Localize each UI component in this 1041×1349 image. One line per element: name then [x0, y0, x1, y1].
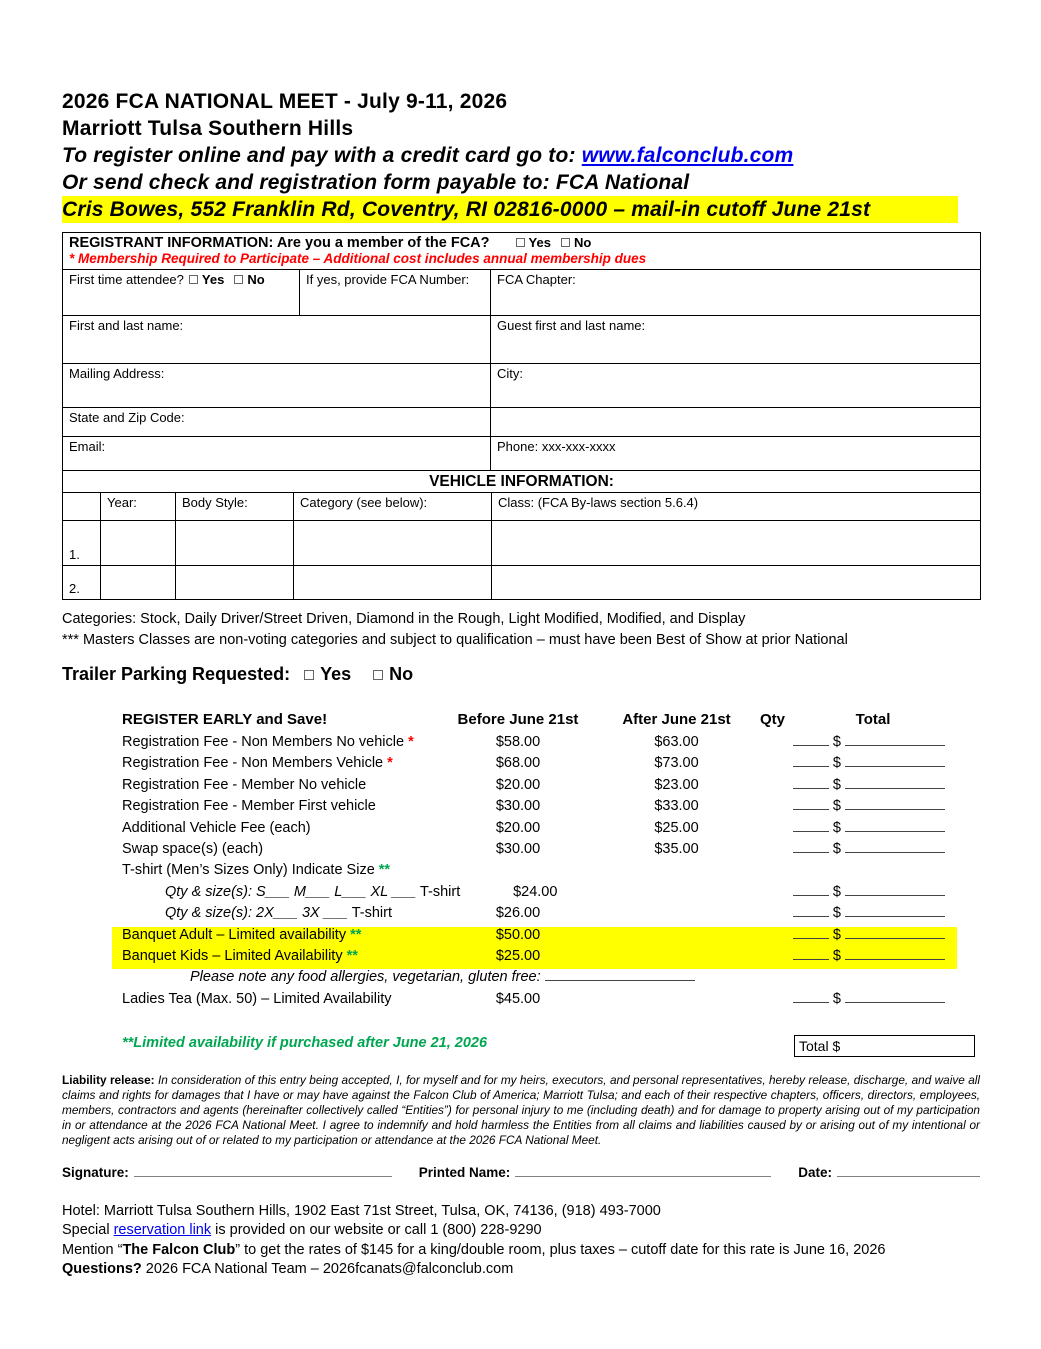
dollar-sign: $	[832, 840, 841, 857]
limited-availability-note: **Limited availability if purchased after June 21, 2026	[122, 1035, 488, 1052]
fee-row	[112, 798, 957, 819]
vehicle-info-table	[62, 492, 981, 600]
date-label: Date:	[798, 1164, 832, 1180]
fee-qty-total	[760, 734, 957, 750]
fee-asterisk: **	[378, 862, 391, 879]
col-total: Total	[855, 711, 891, 728]
categories-notes	[62, 609, 980, 651]
fee-row	[112, 862, 957, 883]
col-after-june: After June 21st	[622, 711, 731, 728]
printed-name-fill-line[interactable]	[515, 1166, 771, 1177]
fee-price-after: $73.00	[654, 755, 699, 772]
fee-label-cell	[112, 991, 443, 1007]
fee-label-cell	[112, 755, 443, 771]
fee-label-cell	[112, 734, 443, 750]
member-no-checkbox[interactable]	[561, 238, 570, 247]
field-fca-chapter[interactable]: FCA Chapter:	[491, 270, 981, 316]
fee-qty-total	[610, 884, 957, 900]
vehicle-row1-class[interactable]	[492, 521, 981, 566]
vehicle-col-body-style: Body Style:	[176, 493, 294, 521]
registrant-info-table	[62, 232, 981, 493]
fee-label-cell	[112, 798, 443, 814]
field-fca-number[interactable]: If yes, provide FCA Number:	[300, 270, 491, 316]
qty-fill-line[interactable]	[793, 841, 829, 853]
fee-asterisk: *	[408, 734, 414, 750]
dollar-sign: $	[832, 926, 841, 943]
reservation-prefix: Special	[62, 1222, 114, 1239]
qty-fill-line[interactable]	[793, 777, 829, 789]
fee-qty-total	[760, 777, 957, 793]
member-yes-label: Yes	[528, 235, 551, 250]
mention-prefix: Mention “	[62, 1241, 123, 1258]
field-first-last-name[interactable]: First and last name:	[63, 316, 491, 364]
fee-row	[112, 969, 957, 990]
trailer-yes-label: Yes	[320, 664, 352, 684]
total-fill-line[interactable]	[845, 777, 945, 789]
field-state-zip[interactable]: State and Zip Code:	[63, 408, 491, 437]
fee-label: Qty & size(s): 2X___ 3X ___	[165, 905, 348, 922]
fee-price-after: $33.00	[654, 798, 699, 815]
total-fill-line[interactable]	[845, 755, 945, 767]
vehicle-row2-body-style[interactable]	[176, 566, 294, 600]
fee-asterisk: **	[350, 926, 362, 943]
fee-label-cell	[112, 820, 443, 836]
total-fill-line[interactable]	[845, 734, 945, 746]
fee-price-before: $50.00	[495, 926, 541, 943]
field-first-time-attendee[interactable]	[63, 270, 300, 316]
printed-name-label: Printed Name:	[418, 1164, 511, 1180]
trailer-parking-label: Trailer Parking Requested:	[62, 664, 291, 684]
dollar-sign: $	[832, 883, 841, 900]
fee-row	[112, 841, 957, 862]
fees-header: REGISTER EARLY and Save!	[122, 711, 328, 728]
trailer-no-checkbox[interactable]	[373, 670, 383, 680]
fee-row	[112, 991, 957, 1012]
fee-price-after: $23.00	[654, 776, 699, 793]
fee-label: Banquet Adult – Limited availability	[122, 926, 347, 943]
mention-suffix: ” to get the rates of $145 for a king/double room, plus taxes – cutoff date for this rate is June 16, 2026	[235, 1241, 886, 1258]
membership-required-note: * Membership Required to Participate – Additional cost includes annual membership dues	[69, 251, 647, 266]
fee-label-cell	[112, 884, 460, 900]
field-mailing-address[interactable]: Mailing Address:	[63, 364, 491, 408]
fee-price-before: $26.00	[495, 905, 541, 922]
page-title: 2026 FCA NATIONAL MEET - July 9-11, 2026	[62, 90, 508, 113]
qty-fill-line[interactable]	[793, 820, 829, 832]
fee-qty-total	[760, 820, 957, 836]
dollar-sign: $	[832, 755, 841, 772]
fee-label-suffix: T-shirt	[416, 883, 461, 900]
dollar-sign: $	[832, 947, 841, 964]
fee-asterisk: **	[346, 947, 358, 964]
fee-label-cell	[112, 777, 443, 793]
fee-label-cell	[112, 862, 443, 878]
vehicle-row1-category[interactable]	[294, 521, 492, 566]
fee-price-before: $30.00	[495, 840, 541, 857]
trailer-parking-line	[62, 664, 980, 685]
fee-label-cell	[112, 948, 443, 964]
total-fill-line[interactable]	[845, 927, 945, 939]
fee-label: Banquet Kids – Limited Availability	[122, 947, 343, 964]
fee-label: Swap space(s) (each)	[122, 840, 264, 857]
vehicle-col-year: Year:	[101, 493, 176, 521]
fee-row	[112, 948, 957, 969]
categories-note: Categories: Stock, Daily Driver/Street Driven, Diamond in the Rough, Light Modified, Modified, and Display	[62, 611, 746, 627]
vehicle-row-1	[63, 521, 981, 566]
grand-total-box[interactable]: Total $	[794, 1035, 975, 1057]
fee-label: Registration Fee - Non Members No vehicle	[122, 734, 405, 750]
send-check-line: Or send check and registration form payable to: FCA National	[62, 171, 690, 194]
fee-label-suffix: T-shirt	[347, 905, 392, 922]
trailer-yes-checkbox[interactable]	[304, 670, 314, 680]
total-fill-line[interactable]	[845, 991, 945, 1003]
field-guest-name[interactable]: Guest first and last name:	[491, 316, 981, 364]
col-before-june: Before June 21st	[457, 711, 579, 728]
dollar-sign: $	[832, 819, 841, 836]
questions-contact: 2026 FCA National Team – 2026fcanats@falconclub.com	[141, 1261, 514, 1278]
liability-release	[62, 1073, 980, 1148]
vehicle-row1-number: 1.	[63, 521, 101, 566]
fee-label-cell	[112, 841, 443, 857]
qty-fill-line[interactable]	[793, 884, 829, 896]
fee-label: Qty & size(s): S___ M___ L___ XL ___	[165, 883, 417, 900]
field-email[interactable]: Email:	[63, 437, 491, 471]
first-time-label: First time attendee?	[69, 272, 184, 287]
total-fill-line[interactable]	[845, 884, 945, 896]
field-state-zip-blank[interactable]	[491, 408, 981, 437]
date-group	[798, 1165, 980, 1180]
signature-fill-line[interactable]	[134, 1166, 392, 1177]
field-city[interactable]: City:	[491, 364, 981, 408]
vehicle-row-2	[63, 566, 981, 600]
fee-price-before: $68.00	[495, 755, 541, 772]
hotel-line: Hotel: Marriott Tulsa Southern Hills, 1902 East 71st Street, Tulsa, OK, 74136, (918) 493-7000	[62, 1202, 661, 1219]
total-fill-line[interactable]	[845, 905, 945, 917]
fee-label: Registration Fee - Non Members Vehicle	[122, 755, 384, 772]
dollar-sign: $	[832, 905, 841, 922]
fee-row	[112, 820, 957, 841]
fee-row	[112, 734, 957, 755]
qty-fill-line[interactable]	[793, 905, 829, 917]
register-online-text: To register online and pay with a credit card go to:	[62, 144, 582, 167]
qty-fill-line[interactable]	[793, 798, 829, 810]
venue-title: Marriott Tulsa Southern Hills	[62, 117, 354, 140]
fee-label-cell	[112, 969, 695, 985]
fee-row	[112, 777, 957, 798]
trailer-no-label: No	[389, 664, 414, 684]
dollar-sign: $	[832, 798, 841, 815]
fee-price-before: $20.00	[495, 776, 541, 793]
fee-qty-total	[593, 905, 957, 921]
fee-asterisk: *	[387, 755, 393, 772]
reservation-link[interactable]: reservation link	[113, 1222, 212, 1239]
vehicle-row1-body-style[interactable]	[176, 521, 294, 566]
first-time-no-label: No	[247, 272, 265, 287]
fee-price-before: $24.00	[513, 883, 558, 900]
fee-qty-total	[593, 948, 957, 964]
reservation-suffix: is provided on our website or call 1 (800) 228-9290	[211, 1222, 542, 1239]
col-qty: Qty	[760, 711, 786, 728]
registrant-header-text: REGISTRANT INFORMATION: Are you a member of the FCA?	[69, 235, 490, 251]
fee-row	[112, 927, 957, 948]
liability-text: In consideration of this entry being accepted, I, for myself and for my heirs, executors, and personal representatives, hereby release, discharge, and waive all claims and rights for damages that I have or may have against the Falcon Club of America; Marriott Tulsa; and each of their respective chapters, officers, directors, employees, members, contractors and agents (hereinafter collectively called “Entities”) for personal injury to me (including death) and for damage to property arising out of my participation in or attendance at the 2026 FCA National Meet. I agree to indemnify and hold harmless the Entities from all claims and liabilities caused by or arising out of my intentional or negligent acts arising out of or related to my participation or attendance at the 2026 FCA National Meet.	[62, 1073, 980, 1147]
fee-row	[112, 905, 957, 926]
registrant-header	[69, 235, 974, 251]
liability-label: Liability release:	[62, 1073, 155, 1088]
fees-header-row	[112, 711, 957, 734]
fees-section	[112, 711, 957, 1057]
fee-price-after: $25.00	[654, 819, 699, 836]
fee-label-cell	[112, 927, 443, 943]
qty-fill-line[interactable]	[793, 991, 829, 1003]
qty-fill-line[interactable]	[793, 734, 829, 746]
printed-name-group	[419, 1165, 772, 1180]
fee-label-cell	[112, 905, 443, 921]
questions-line	[62, 1260, 980, 1280]
first-time-no-checkbox[interactable]	[234, 275, 243, 284]
date-fill-line[interactable]	[837, 1166, 980, 1177]
fee-price-before: $20.00	[495, 819, 541, 836]
dollar-sign: $	[832, 990, 841, 1007]
dollar-sign: $	[832, 776, 841, 793]
note-and-total-row	[112, 1035, 957, 1057]
masters-note: *** Masters Classes are non-voting categories and subject to qualification – must have been Best of Show at prior National	[62, 632, 848, 648]
fee-price-before: $30.00	[495, 798, 541, 815]
reservation-line	[62, 1221, 980, 1241]
fee-price-after: $63.00	[654, 734, 699, 750]
first-time-yes-checkbox[interactable]	[189, 275, 198, 284]
hotel-info	[62, 1202, 980, 1280]
signature-group	[62, 1165, 392, 1180]
total-fill-line[interactable]	[845, 948, 945, 960]
falcon-club-name: The Falcon Club	[122, 1241, 236, 1258]
fee-label: Registration Fee - Member No vehicle	[122, 776, 367, 793]
vehicle-row2-class[interactable]	[492, 566, 981, 600]
fee-price-before: $45.00	[495, 990, 541, 1007]
field-phone[interactable]: Phone: xxx-xxx-xxxx	[491, 437, 981, 471]
signature-row	[62, 1165, 980, 1180]
fee-rows	[112, 734, 957, 1012]
member-no-label: No	[573, 235, 592, 250]
fee-label: Ladies Tea (Max. 50) – Limited Availability	[122, 990, 392, 1007]
fee-label: Additional Vehicle Fee (each)	[122, 819, 311, 836]
registrant-header-cell	[63, 233, 981, 270]
fee-label: Registration Fee - Member First vehicle	[122, 798, 376, 815]
signature-label: Signature:	[62, 1164, 129, 1180]
fee-qty-total	[760, 798, 957, 814]
register-online-line	[62, 142, 980, 169]
fee-qty-total	[760, 841, 957, 857]
vehicle-col-blank	[63, 493, 101, 521]
vehicle-row2-number: 2.	[63, 566, 101, 600]
vehicle-row1-year[interactable]	[101, 521, 176, 566]
qty-fill-line[interactable]	[793, 927, 829, 939]
fee-row	[112, 884, 957, 905]
mention-line	[62, 1241, 980, 1261]
fee-row	[112, 755, 957, 776]
allergies-fill-line[interactable]	[545, 969, 695, 981]
fee-qty-total	[593, 991, 957, 1007]
fee-price-before: $58.00	[495, 734, 541, 750]
first-time-yes-label: Yes	[201, 272, 225, 287]
falconclub-link[interactable]: www.falconclub.com	[581, 144, 794, 167]
vehicle-row2-category[interactable]	[294, 566, 492, 600]
qty-fill-line[interactable]	[793, 755, 829, 767]
dollar-sign: $	[832, 734, 841, 750]
fee-qty-total	[760, 755, 957, 771]
qty-fill-line[interactable]	[793, 948, 829, 960]
member-yes-checkbox[interactable]	[516, 238, 525, 247]
fee-label: T-shirt (Men’s Sizes Only) Indicate Size	[122, 862, 375, 879]
fee-label: Please note any food allergies, vegetarian, gluten free:	[190, 969, 541, 986]
fee-price-after: $35.00	[654, 840, 699, 857]
total-fill-line[interactable]	[845, 798, 945, 810]
vehicle-col-class: Class: (FCA By-laws section 5.6.4)	[492, 493, 981, 521]
fee-qty-total	[593, 927, 957, 943]
vehicle-info-header: VEHICLE INFORMATION:	[63, 471, 981, 493]
total-fill-line[interactable]	[845, 841, 945, 853]
mailin-address-line: Cris Bowes, 552 Franklin Rd, Coventry, RI 02816-0000 – mail-in cutoff June 21st	[62, 196, 958, 223]
fee-price-before: $25.00	[495, 947, 541, 964]
total-fill-line[interactable]	[845, 820, 945, 832]
vehicle-col-category: Category (see below):	[294, 493, 492, 521]
vehicle-row2-year[interactable]	[101, 566, 176, 600]
questions-label: Questions?	[62, 1261, 142, 1278]
